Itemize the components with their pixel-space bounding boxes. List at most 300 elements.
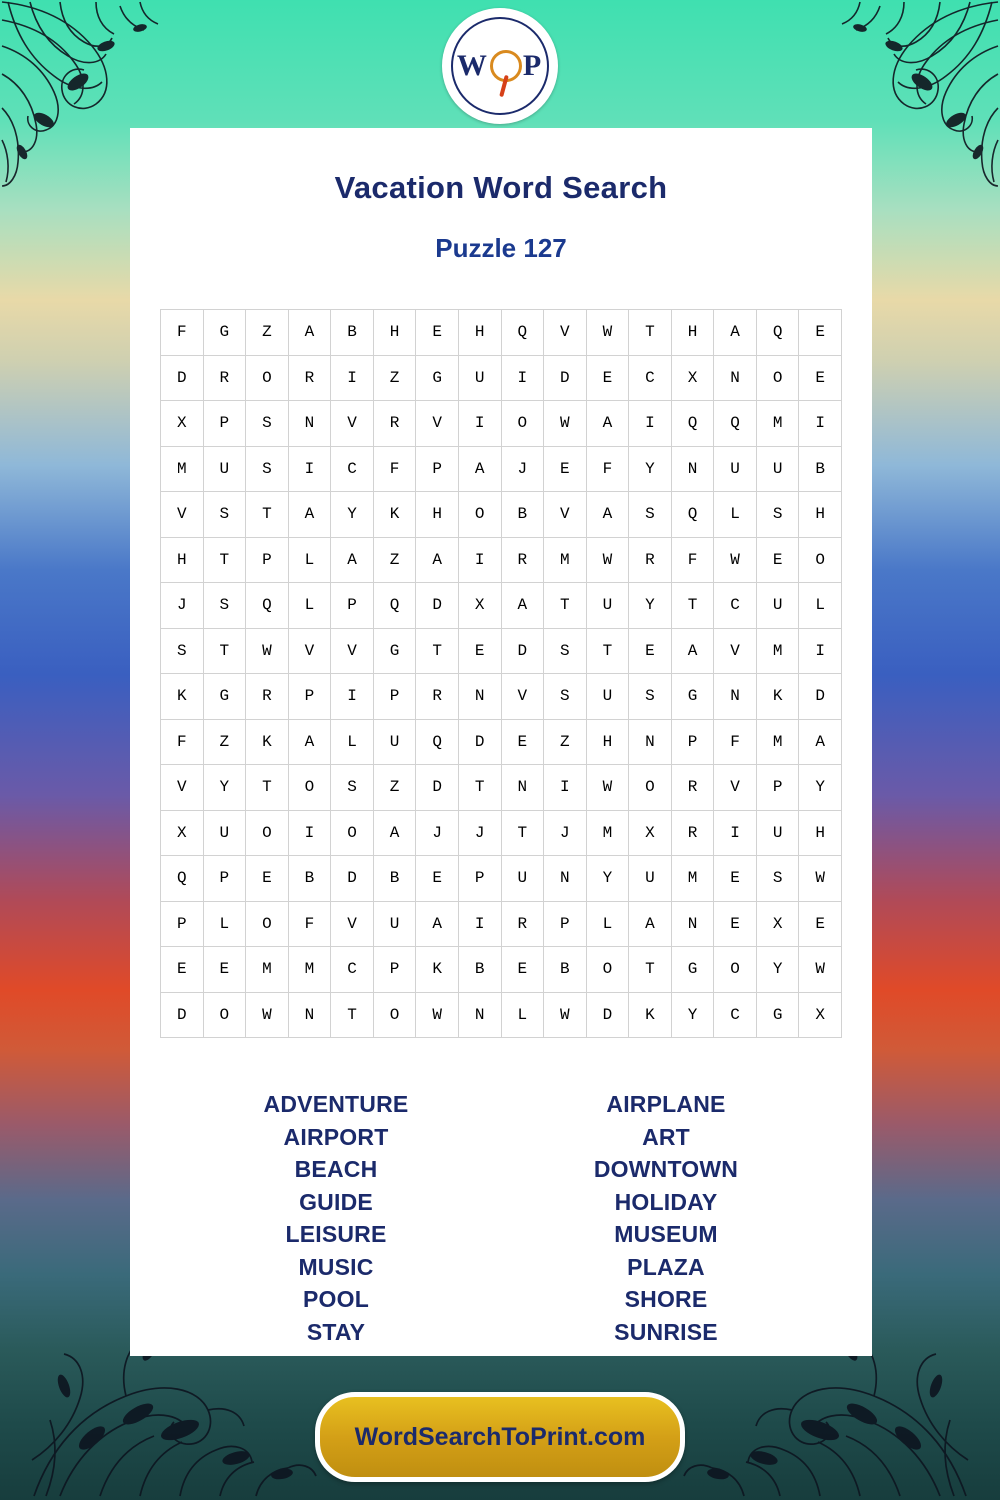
grid-cell[interactable]: X [629, 810, 672, 856]
grid-cell[interactable]: I [799, 628, 842, 674]
grid-cell[interactable]: E [416, 856, 459, 902]
grid-cell[interactable]: Z [373, 537, 416, 583]
grid-cell[interactable]: W [544, 992, 587, 1038]
grid-cell[interactable]: U [501, 856, 544, 902]
grid-row [161, 947, 842, 993]
grid-cell[interactable]: A [586, 492, 629, 538]
word-list-item[interactable]: ADVENTURE [263, 1091, 409, 1117]
grid-cell[interactable]: O [458, 492, 501, 538]
grid-cell[interactable]: A [629, 901, 672, 947]
grid-cell[interactable]: S [756, 492, 799, 538]
grid-cell[interactable]: W [799, 947, 842, 993]
grid-cell[interactable]: R [501, 901, 544, 947]
grid-cell[interactable]: D [161, 355, 204, 401]
grid-cell[interactable]: M [161, 446, 204, 492]
grid-cell[interactable]: T [203, 537, 246, 583]
grid-cell[interactable]: X [799, 992, 842, 1038]
grid-cell[interactable]: M [756, 719, 799, 765]
grid-cell[interactable]: T [544, 583, 587, 629]
word-list-column-left [186, 1088, 501, 1348]
grid-cell[interactable]: T [331, 992, 374, 1038]
grid-cell[interactable]: N [671, 446, 714, 492]
grid-cell[interactable]: F [671, 537, 714, 583]
grid-cell[interactable]: Y [203, 765, 246, 811]
word-list-column-right [501, 1088, 816, 1348]
grid-cell[interactable]: H [373, 310, 416, 356]
grid-cell[interactable]: U [756, 810, 799, 856]
grid-cell[interactable]: M [288, 947, 331, 993]
grid-cell[interactable]: D [799, 674, 842, 720]
grid-cell[interactable]: V [331, 628, 374, 674]
grid-cell[interactable]: O [756, 355, 799, 401]
grid-cell[interactable]: I [331, 355, 374, 401]
grid-cell[interactable]: T [629, 947, 672, 993]
grid-cell[interactable]: A [416, 901, 459, 947]
grid-cell[interactable]: V [288, 628, 331, 674]
grid-cell[interactable]: A [458, 446, 501, 492]
grid-cell[interactable]: V [714, 765, 757, 811]
grid-cell[interactable]: K [416, 947, 459, 993]
grid-cell[interactable]: U [373, 719, 416, 765]
grid-cell[interactable]: Y [629, 583, 672, 629]
grid-cell[interactable]: E [246, 856, 289, 902]
grid-row [161, 719, 842, 765]
grid-cell[interactable]: R [671, 765, 714, 811]
grid-cell[interactable]: P [331, 583, 374, 629]
grid-cell[interactable]: S [203, 583, 246, 629]
grid-cell[interactable]: O [246, 901, 289, 947]
grid-cell[interactable]: D [416, 583, 459, 629]
grid-cell[interactable]: M [756, 628, 799, 674]
grid-cell[interactable]: R [629, 537, 672, 583]
grid-cell[interactable]: D [501, 628, 544, 674]
grid-cell[interactable]: N [544, 856, 587, 902]
grid-cell[interactable]: L [288, 583, 331, 629]
grid-cell[interactable]: T [501, 810, 544, 856]
grid-cell[interactable]: J [161, 583, 204, 629]
grid-cell[interactable]: O [714, 947, 757, 993]
grid-cell[interactable]: B [331, 310, 374, 356]
grid-cell[interactable]: B [501, 492, 544, 538]
grid-cell[interactable]: Y [671, 992, 714, 1038]
grid-cell[interactable]: E [416, 310, 459, 356]
grid-cell[interactable]: E [629, 628, 672, 674]
grid-cell[interactable]: S [203, 492, 246, 538]
grid-cell[interactable]: P [288, 674, 331, 720]
grid-cell[interactable]: J [458, 810, 501, 856]
grid-cell[interactable]: R [288, 355, 331, 401]
grid-cell[interactable]: Q [756, 310, 799, 356]
grid-cell[interactable]: I [458, 537, 501, 583]
grid-cell[interactable]: N [714, 674, 757, 720]
grid-cell[interactable]: L [799, 583, 842, 629]
puzzle-number: Puzzle 127 [435, 233, 567, 263]
grid-cell[interactable]: V [501, 674, 544, 720]
grid-cell[interactable]: E [501, 947, 544, 993]
grid-cell[interactable]: C [331, 947, 374, 993]
grid-cell[interactable]: I [288, 446, 331, 492]
puzzle-sheet [130, 128, 872, 1356]
grid-row [161, 628, 842, 674]
grid-cell[interactable]: V [544, 310, 587, 356]
grid-cell[interactable]: O [373, 992, 416, 1038]
grid-cell[interactable]: E [544, 446, 587, 492]
grid-cell[interactable]: Q [671, 492, 714, 538]
word-list-item[interactable]: MUSEUM [614, 1221, 718, 1247]
grid-cell[interactable]: X [671, 355, 714, 401]
grid-cell[interactable]: P [161, 901, 204, 947]
word-list-item[interactable]: AIRPORT [283, 1123, 389, 1150]
grid-cell[interactable]: H [799, 810, 842, 856]
grid-cell[interactable]: V [714, 628, 757, 674]
grid-cell[interactable]: E [586, 355, 629, 401]
grid-cell[interactable]: D [458, 719, 501, 765]
word-list-item[interactable]: BEACH [294, 1156, 378, 1182]
word-list-item[interactable]: ART [642, 1123, 690, 1150]
grid-cell[interactable]: F [714, 719, 757, 765]
word-list-item[interactable]: DOWNTOWN [593, 1156, 739, 1182]
logo-letter-w: W [456, 49, 489, 82]
grid-cell[interactable]: U [586, 674, 629, 720]
grid-cell[interactable]: X [161, 401, 204, 447]
grid-cell[interactable]: T [671, 583, 714, 629]
grid-cell[interactable]: U [586, 583, 629, 629]
grid-cell[interactable]: Z [373, 355, 416, 401]
grid-cell[interactable]: T [246, 765, 289, 811]
grid-cell[interactable]: Y [331, 492, 374, 538]
grid-cell[interactable]: K [629, 992, 672, 1038]
grid-cell[interactable]: W [799, 856, 842, 902]
grid-cell[interactable]: P [756, 765, 799, 811]
grid-cell[interactable]: M [671, 856, 714, 902]
grid-cell[interactable]: A [331, 537, 374, 583]
grid-cell[interactable]: G [203, 674, 246, 720]
grid-cell[interactable]: B [373, 856, 416, 902]
grid-cell[interactable]: Y [756, 947, 799, 993]
grid-cell[interactable]: A [288, 719, 331, 765]
grid-cell[interactable]: Z [203, 719, 246, 765]
grid-cell[interactable]: W [416, 992, 459, 1038]
grid-cell[interactable]: D [331, 856, 374, 902]
grid-cell[interactable]: K [161, 674, 204, 720]
grid-cell[interactable]: S [756, 856, 799, 902]
grid-cell[interactable]: I [331, 674, 374, 720]
grid-row [161, 492, 842, 538]
grid-cell[interactable]: A [288, 492, 331, 538]
grid-cell[interactable]: O [246, 810, 289, 856]
grid-cell[interactable]: A [799, 719, 842, 765]
grid-row [161, 310, 842, 356]
grid-cell[interactable]: V [331, 401, 374, 447]
grid-cell[interactable]: E [756, 537, 799, 583]
word-list-item[interactable]: LEISURE [285, 1221, 387, 1247]
word-list-item[interactable]: SUNRISE [614, 1318, 718, 1345]
grid-cell[interactable]: V [416, 401, 459, 447]
grid-cell[interactable]: P [203, 401, 246, 447]
grid-cell[interactable]: F [586, 446, 629, 492]
word-list-item[interactable]: PLAZA [627, 1253, 705, 1280]
grid-cell[interactable]: Y [799, 765, 842, 811]
grid-cell[interactable]: B [288, 856, 331, 902]
grid-cell[interactable]: Q [671, 401, 714, 447]
grid-cell[interactable]: P [458, 856, 501, 902]
grid-cell[interactable]: R [501, 537, 544, 583]
website-button[interactable] [315, 1392, 685, 1482]
grid-cell[interactable]: S [161, 628, 204, 674]
grid-cell[interactable]: U [373, 901, 416, 947]
grid-cell[interactable]: W [714, 537, 757, 583]
grid-cell[interactable]: L [331, 719, 374, 765]
grid-cell[interactable]: E [161, 947, 204, 993]
grid-cell[interactable]: G [373, 628, 416, 674]
grid-cell[interactable]: B [458, 947, 501, 993]
grid-cell[interactable]: G [203, 310, 246, 356]
logo-circle [451, 17, 549, 115]
grid-cell[interactable]: O [246, 355, 289, 401]
grid-cell[interactable]: U [458, 355, 501, 401]
grid-cell[interactable]: E [501, 719, 544, 765]
logo-letters [457, 49, 543, 83]
grid-cell[interactable]: G [671, 674, 714, 720]
grid-row [161, 992, 842, 1038]
website-button-label: WordSearchToPrint.com [354, 1422, 646, 1451]
grid-cell[interactable]: V [544, 492, 587, 538]
grid-row [161, 856, 842, 902]
grid-cell[interactable]: P [671, 719, 714, 765]
grid-cell[interactable]: S [246, 401, 289, 447]
grid-cell[interactable]: G [671, 947, 714, 993]
grid-cell[interactable]: P [373, 674, 416, 720]
grid-cell[interactable]: A [671, 628, 714, 674]
grid-row [161, 901, 842, 947]
grid-cell[interactable]: A [501, 583, 544, 629]
grid-cell[interactable]: H [416, 492, 459, 538]
grid-cell[interactable]: G [416, 355, 459, 401]
grid-cell[interactable]: P [373, 947, 416, 993]
grid-cell[interactable]: Z [373, 765, 416, 811]
grid-cell[interactable]: A [714, 310, 757, 356]
grid-cell[interactable]: Q [416, 719, 459, 765]
grid-cell[interactable]: M [544, 537, 587, 583]
grid-cell[interactable]: O [331, 810, 374, 856]
grid-cell[interactable]: R [671, 810, 714, 856]
grid-cell[interactable]: H [586, 719, 629, 765]
grid-cell[interactable]: W [586, 537, 629, 583]
grid-cell[interactable]: O [586, 947, 629, 993]
grid-cell[interactable]: C [629, 355, 672, 401]
grid-cell[interactable]: O [288, 765, 331, 811]
grid-cell[interactable]: J [501, 446, 544, 492]
grid-cell[interactable]: U [203, 810, 246, 856]
grid-cell[interactable]: I [714, 810, 757, 856]
grid-cell[interactable]: R [246, 674, 289, 720]
word-list-item[interactable]: MUSIC [298, 1253, 374, 1280]
grid-cell[interactable]: O [629, 765, 672, 811]
grid-row [161, 355, 842, 401]
grid-cell[interactable]: K [373, 492, 416, 538]
grid-cell[interactable]: D [161, 992, 204, 1038]
grid-cell[interactable]: D [416, 765, 459, 811]
grid-cell[interactable]: S [629, 674, 672, 720]
grid-cell[interactable]: X [458, 583, 501, 629]
grid-cell[interactable]: B [799, 446, 842, 492]
grid-cell[interactable]: Z [544, 719, 587, 765]
grid-cell[interactable]: W [246, 628, 289, 674]
grid-cell[interactable]: K [756, 674, 799, 720]
grid-cell[interactable]: Y [629, 446, 672, 492]
grid-row [161, 810, 842, 856]
grid-cell[interactable]: W [544, 401, 587, 447]
grid-cell[interactable]: Q [161, 856, 204, 902]
grid-cell[interactable]: P [203, 856, 246, 902]
grid-cell[interactable]: E [799, 901, 842, 947]
grid-cell[interactable]: I [799, 401, 842, 447]
grid-cell[interactable]: I [458, 901, 501, 947]
grid-cell[interactable]: Q [714, 401, 757, 447]
grid-cell[interactable]: R [373, 401, 416, 447]
grid-cell[interactable]: O [203, 992, 246, 1038]
magnifier-icon [490, 50, 522, 82]
grid-cell[interactable]: S [331, 765, 374, 811]
grid-row [161, 537, 842, 583]
grid-cell[interactable]: U [203, 446, 246, 492]
grid-cell[interactable]: S [246, 446, 289, 492]
grid-cell[interactable]: I [288, 810, 331, 856]
page-title: Vacation Word Search [334, 170, 668, 205]
grid-cell[interactable]: P [246, 537, 289, 583]
grid-cell[interactable]: Q [246, 583, 289, 629]
grid-cell[interactable]: F [161, 310, 204, 356]
word-search-grid [160, 309, 842, 1038]
grid-cell[interactable]: X [756, 901, 799, 947]
word-list-item[interactable]: SHORE [624, 1286, 708, 1312]
grid-cell[interactable]: H [671, 310, 714, 356]
grid-cell[interactable]: O [501, 401, 544, 447]
grid-cell[interactable]: F [288, 901, 331, 947]
grid-cell[interactable]: F [373, 446, 416, 492]
grid-cell[interactable]: Y [586, 856, 629, 902]
word-list-item[interactable]: HOLIDAY [614, 1188, 718, 1215]
grid-cell[interactable]: N [458, 992, 501, 1038]
grid-row [161, 401, 842, 447]
grid-cell[interactable]: P [416, 446, 459, 492]
grid-cell[interactable]: H [799, 492, 842, 538]
grid-cell[interactable]: R [203, 355, 246, 401]
grid-cell[interactable]: O [799, 537, 842, 583]
grid-cell[interactable]: T [246, 492, 289, 538]
grid-cell[interactable]: B [544, 947, 587, 993]
grid-cell[interactable]: U [714, 446, 757, 492]
grid-cell[interactable]: V [161, 765, 204, 811]
grid-cell[interactable]: N [671, 901, 714, 947]
grid-cell[interactable]: L [714, 492, 757, 538]
grid-cell[interactable]: E [203, 947, 246, 993]
grid-cell[interactable]: E [799, 355, 842, 401]
grid-cell[interactable]: W [586, 765, 629, 811]
grid-cell[interactable]: F [161, 719, 204, 765]
grid-cell[interactable]: N [629, 719, 672, 765]
grid-cell[interactable]: M [246, 947, 289, 993]
grid-cell[interactable]: H [161, 537, 204, 583]
grid-cell[interactable]: J [416, 810, 459, 856]
grid-cell[interactable]: N [288, 401, 331, 447]
grid-cell[interactable]: H [458, 310, 501, 356]
grid-row [161, 674, 842, 720]
grid-cell[interactable]: L [288, 537, 331, 583]
word-list-item[interactable]: POOL [303, 1286, 369, 1312]
grid-cell[interactable]: A [288, 310, 331, 356]
grid-cell[interactable]: G [756, 992, 799, 1038]
grid-cell[interactable]: W [246, 992, 289, 1038]
grid-cell[interactable]: Q [373, 583, 416, 629]
grid-cell[interactable]: C [714, 992, 757, 1038]
grid-cell[interactable]: A [416, 537, 459, 583]
grid-cell[interactable]: T [416, 628, 459, 674]
grid-cell[interactable]: D [544, 355, 587, 401]
site-logo [442, 8, 558, 124]
grid-cell[interactable]: Q [501, 310, 544, 356]
grid-cell[interactable]: N [288, 992, 331, 1038]
grid-cell[interactable]: M [586, 810, 629, 856]
grid-cell[interactable]: J [544, 810, 587, 856]
grid-cell[interactable]: I [629, 401, 672, 447]
grid-cell[interactable]: X [161, 810, 204, 856]
grid-cell[interactable]: I [544, 765, 587, 811]
grid-cell[interactable]: W [586, 310, 629, 356]
grid-cell[interactable]: T [458, 765, 501, 811]
grid-cell[interactable]: D [586, 992, 629, 1038]
grid-cell[interactable]: C [714, 583, 757, 629]
grid-cell[interactable]: V [161, 492, 204, 538]
grid-cell[interactable]: A [373, 810, 416, 856]
grid-cell[interactable]: P [544, 901, 587, 947]
grid-cell[interactable]: T [203, 628, 246, 674]
grid-cell[interactable]: U [629, 856, 672, 902]
grid-cell[interactable]: U [756, 446, 799, 492]
grid-cell[interactable]: U [756, 583, 799, 629]
grid-cell[interactable]: Z [246, 310, 289, 356]
grid-cell[interactable]: I [458, 401, 501, 447]
grid-cell[interactable]: N [501, 765, 544, 811]
grid-cell[interactable]: I [501, 355, 544, 401]
word-list [181, 1088, 821, 1348]
grid-cell[interactable]: L [501, 992, 544, 1038]
grid-cell[interactable]: V [331, 901, 374, 947]
grid-cell[interactable]: L [586, 901, 629, 947]
word-list-item[interactable]: STAY [306, 1318, 366, 1345]
grid-cell[interactable]: K [246, 719, 289, 765]
grid-cell[interactable]: S [629, 492, 672, 538]
grid-cell[interactable]: E [714, 856, 757, 902]
grid-cell[interactable]: T [586, 628, 629, 674]
grid-cell[interactable]: E [714, 901, 757, 947]
word-list-item[interactable]: AIRPLANE [606, 1091, 726, 1117]
word-list-item[interactable]: GUIDE [299, 1188, 373, 1215]
grid-cell[interactable]: S [544, 628, 587, 674]
grid-cell[interactable]: S [544, 674, 587, 720]
grid-cell[interactable]: A [586, 401, 629, 447]
grid-cell[interactable]: N [714, 355, 757, 401]
grid-cell[interactable]: E [458, 628, 501, 674]
grid-cell[interactable]: T [629, 310, 672, 356]
grid-cell[interactable]: C [331, 446, 374, 492]
grid-cell[interactable]: M [756, 401, 799, 447]
grid-cell[interactable]: N [458, 674, 501, 720]
grid-cell[interactable]: R [416, 674, 459, 720]
grid-row [161, 765, 842, 811]
grid-cell[interactable]: E [799, 310, 842, 356]
grid-cell[interactable]: L [203, 901, 246, 947]
